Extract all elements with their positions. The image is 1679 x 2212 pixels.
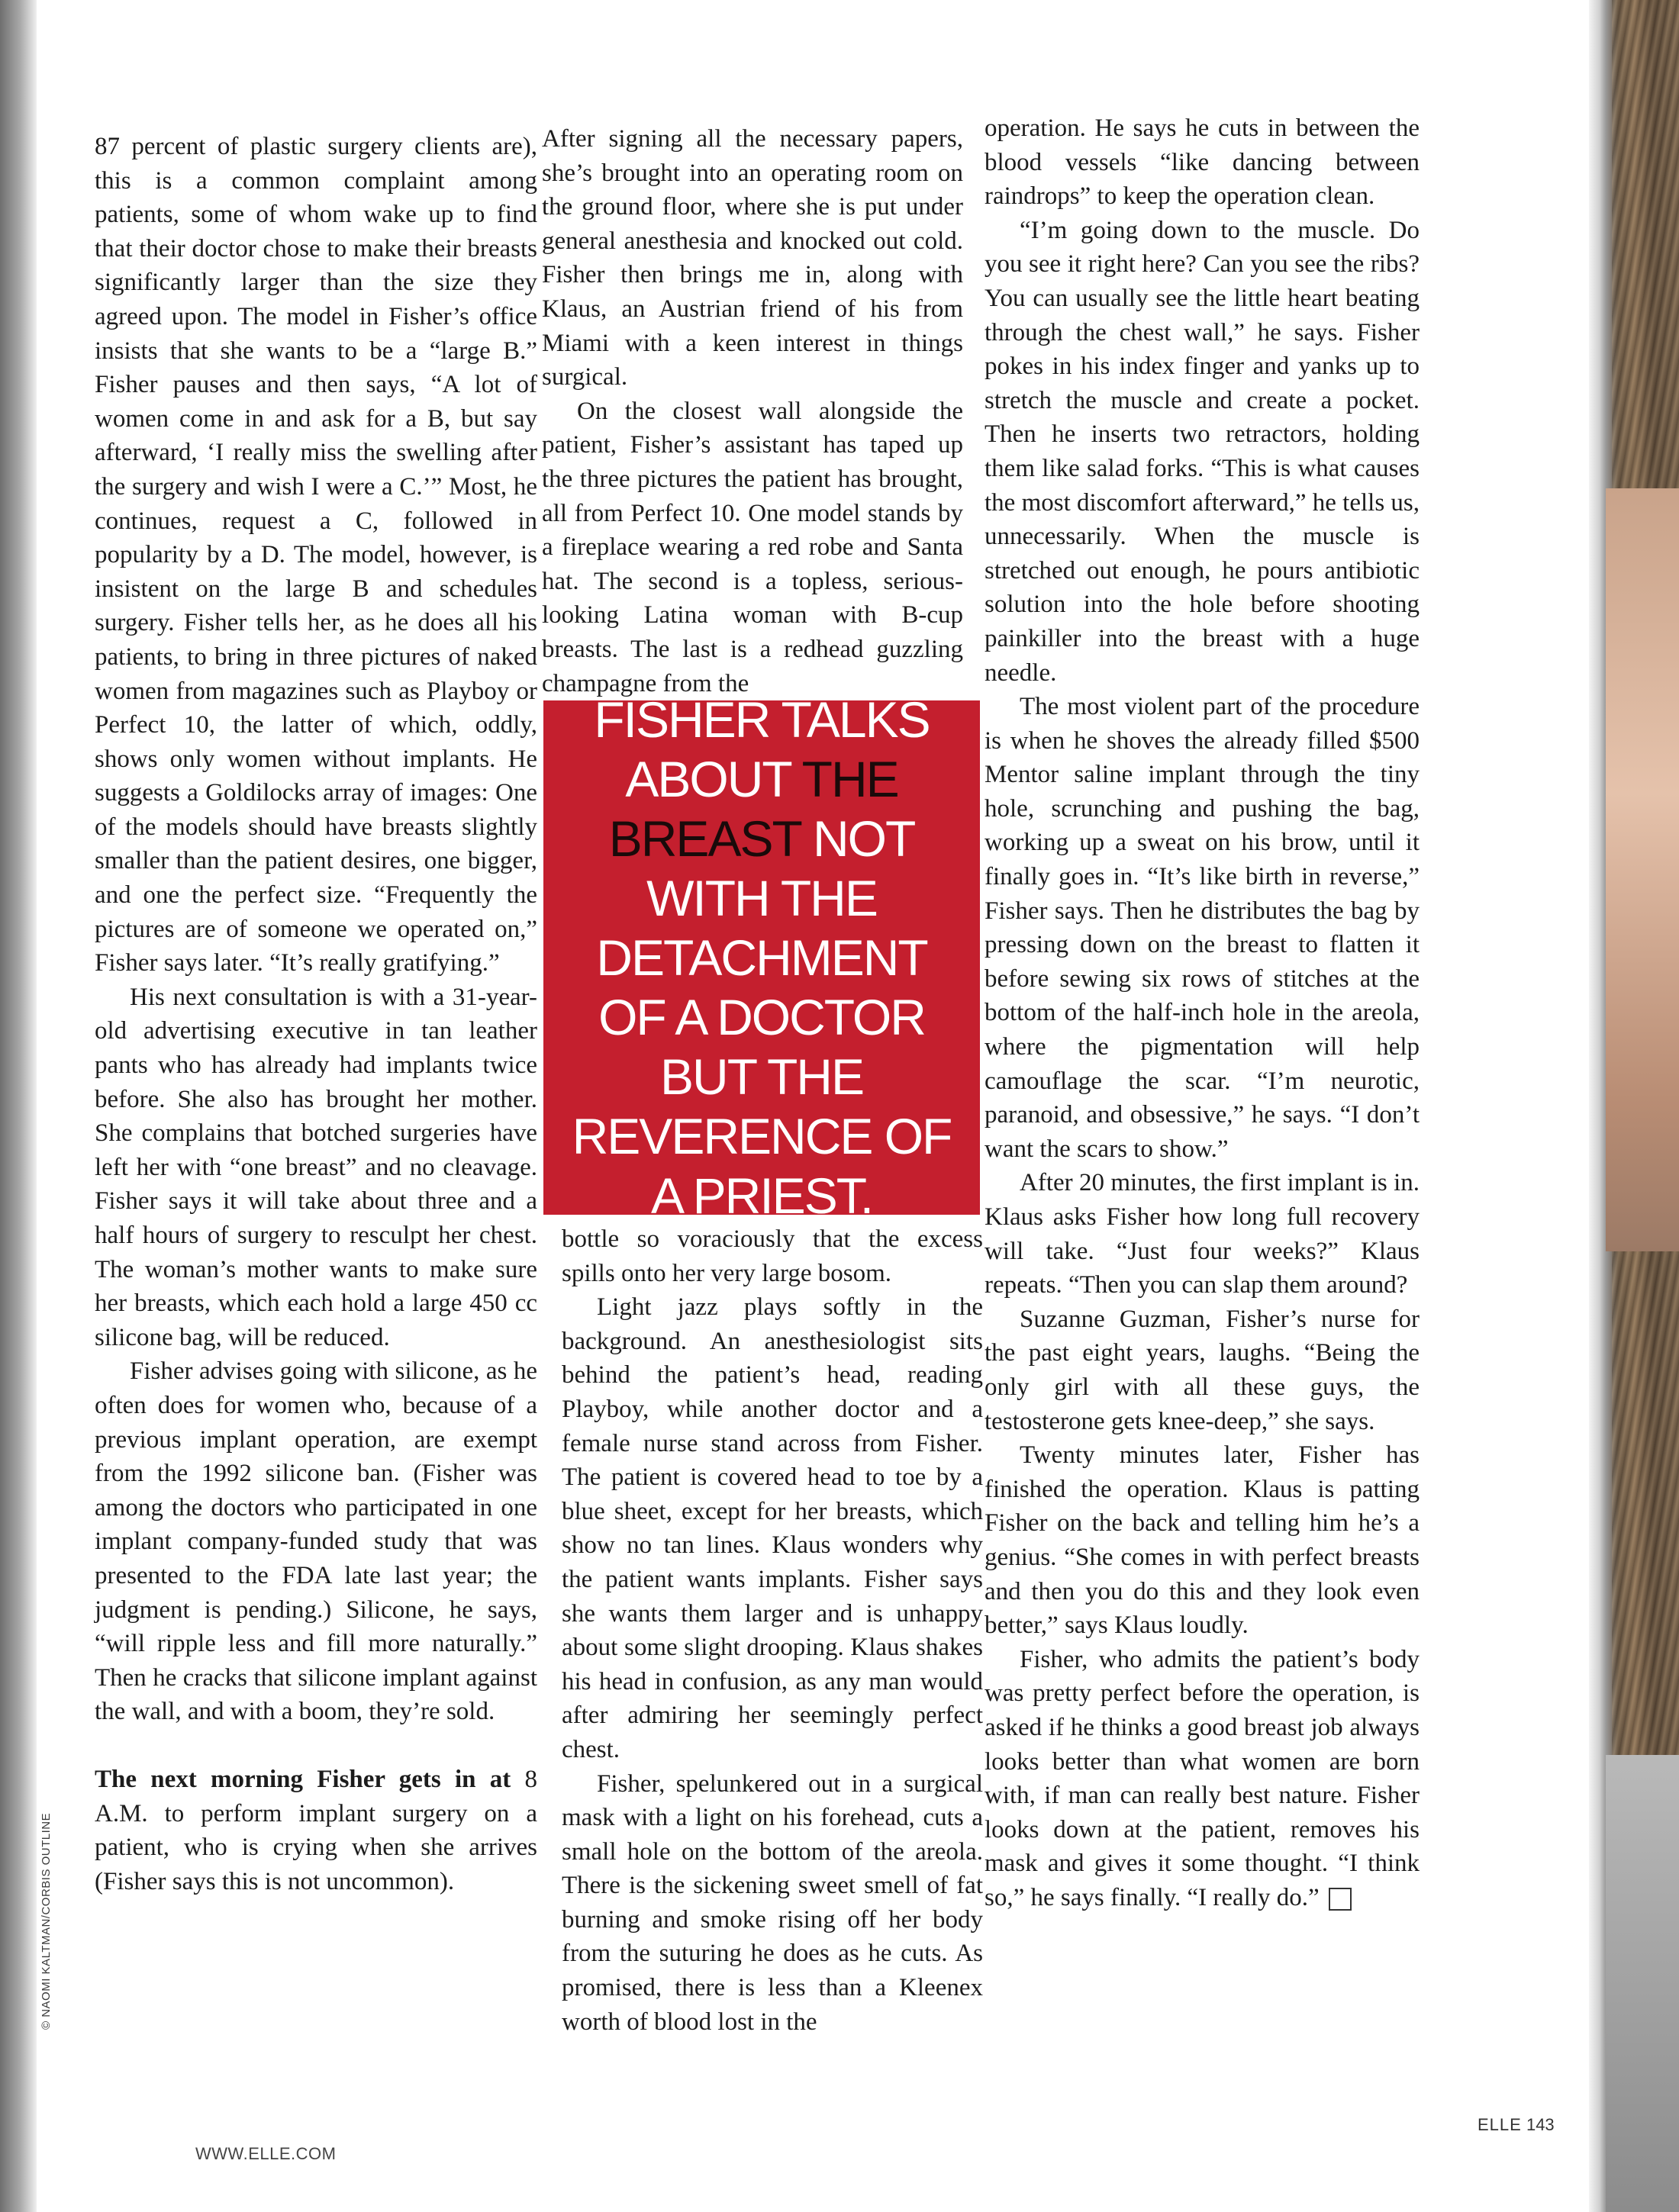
page-binding-shadow [0,0,37,2212]
paragraph: bottle so voraciously that the excess spills onto her very large bosom. [562,1225,983,1287]
paragraph: Fisher advises going with silicone, as he often does for women who, because of a previous implant operation, are exempt from the 1992 silicone ban. (Fisher was among the doctors who participated in one implant company-funded study that was presented to the FDA late last year; the judgment is pending.) Silicone, he says, “will ripple less and fill more naturally.” Then he cracks that silicone implant against the wall, and with a boom, they’re sold. [95,1357,537,1726]
paragraph: Suzanne Guzman, Fisher’s nurse for the past eight years, laughs. “Being the only girl with all these guys, the testosterone gets knee-deep,” she says. [985,1305,1420,1435]
final-paragraph-text: Fisher, who admits the patient’s body was pretty perfect before the operation, is asked if he thinks a good breast job always looks better than what women are born with, if man can really best nature. Fisher looks down at the patient, removes his mask and gives it some thought. “I think so,” he says finally. “I really do.” [985,1645,1420,1911]
end-of-article-icon [1329,1888,1352,1911]
paragraph: The most violent part of the procedure is when he shoves the already filled $500 Mentor saline implant through the tiny hole, scrunching and pushing the bag, working up a sweat on his brow, until it finally goes in. “It’s like birth in reverse,” Fisher says. Then he distributes the bag by pressing down on the breast to flatten it before sewing six rows of stitches at the bottom of the half-inch hole in the areola, where the pigmentation will help camouflage the scar. “I’m neurotic, paranoid, and obsessive,” he says. “I don’t want the scars to show.” [985,693,1420,1163]
paragraph: “I’m going down to the muscle. Do you see it right here? Can you see the ribs? You can usually see the little heart beating through the chest wall,” he says. Fisher pokes in his index finger and yanks up to stretch the muscle and create a pocket. Then he inserts two retractors, holding them like salad forks. “This is what causes the most discomfort afterward,” he tells us, unnecessarily. When the muscle is stretched out enough, he pours antibiotic solution into the hole before shooting painkiller into the breast with a huge needle. [985,216,1420,687]
footer-url: WWW.ELLE.COM [195,2144,337,2163]
pull-quote-before: FISHER TALKS ABOUT [594,691,930,807]
paragraph: Light jazz plays softly in the background. An anesthesiologist sits behind the patient’s head, reading Playboy, while another doctor and a female nurse stand across from Fisher. The patient is covered head to toe by a blue sheet, except for her breasts, which show no tan lines. Klaus wonders why the patient wants implants. Fisher says she wants them larger and is unhappy about some slight drooping. Klaus shakes his head in confusion, as any man would after admiring her seemingly perfect chest. [562,1293,983,1763]
pull-quote-after: NOT WITH THE DETACHMENT OF A DOCTOR BUT THE REVERENCE OF A PRIEST. [572,810,952,1224]
article-column-3 [985,111,1420,1914]
paragraph: 87 percent of plastic surgery clients are), this is a common complaint among patients, some of whom wake up to find that their doctor chose to make their breasts significantly larger than the size they agreed upon. The model in Fisher’s office insists that she wants to be a “large B.” Fisher pauses and then says, “A lot of women come in and ask for a B, but say afterward, ‘I really miss the swelling after the surgery and wish I were a C.’” Most, he continues, request a C, followed in popularity by a D. The model, however, is insistent on the large B and schedules surgery. Fisher tells her, as he does all his patients, to bring in three pictures of naked women from magazines such as Playboy or Perfect 10, the latter of which, oddly, shows only women without implants. He suggests a Goldilocks array of images: One of the models should have breasts slightly smaller than the patient desires, one bigger, and one the perfect size. “Frequently the pictures are of someone we operated on,” Fisher says later. “It’s really gratifying.” [95,133,537,977]
paragraph [985,1643,1420,1915]
article-column-2-bottom [562,1222,983,2039]
paragraph: Twenty minutes later, Fisher has finished the operation. Klaus is patting Fisher on the back and telling him he’s a genius. “She comes in with perfect breasts and then you do this and they look even better,” says Klaus loudly. [985,1441,1420,1640]
paragraph: After 20 minutes, the first implant is in. Klaus asks Fisher how long full recovery will take. “Just four weeks?” Klaus repeats. “Then you can slap them around? [985,1169,1420,1299]
page-number: 143 [1526,2115,1555,2134]
facing-photo-strip [1606,488,1679,1251]
section-lead-paragraph [95,1763,537,1898]
paragraph: His next consultation is with a 31-year-old advertising executive in tan leather pants who has already had implants twice before. She also has brought her mother. She complains that botched surgeries have left her with “one breast” and no cleavage. Fisher says it will take about three and a half hours of surgery to resculpt her chest. The woman’s mother wants to make sure her breasts, which each hold a large 450 cc silicone bag, will be reduced. [95,983,537,1351]
photo-credit: © NAOMI KALTMAN/CORBIS OUTLINE [40,1812,53,2030]
page-folio [1478,2115,1555,2135]
facing-page-edge [1589,0,1679,2212]
pull-quote [543,691,980,1224]
section-lead-in: The next morning Fisher gets in at [95,1765,511,1793]
pull-quote-highlight: THE BREAST [608,751,898,867]
section-lead-rest: 8 A.M. to perform implant surgery on a patient, who is crying when she arrives (Fisher says this is not uncommon). [95,1765,537,1895]
pull-quote-text [563,690,960,1225]
article-column-1 [95,130,537,1898]
folio-brand: ELLE [1478,2115,1522,2134]
article-column-2-top [542,122,963,700]
paragraph: On the closest wall alongside the patient, Fisher’s assistant has taped up the three pictures the patient has brought, all from Perfect 10. One model stands by a fireplace wearing a red robe and Santa hat. The second is a topless, serious-looking Latina woman with B-cup breasts. The last is a redhead guzzling champagne from the [542,397,963,697]
paragraph: After signing all the necessary papers, she’s brought into an operating room on the ground floor, where she is put under general anesthesia and knocked out cold. Fisher then brings me in, along with Klaus, an Austrian friend of his from Miami with a keen interest in things surgical. [542,125,963,391]
paragraph: Fisher, spelunkered out in a surgical mask with a light on his forehead, cuts a small hole on the bottom of the areola. There is the sickening sweet smell of fat burning and smoke rising off her body from the suturing he does as he cuts. As promised, there is less than a Kleenex worth of blood lost in the [562,1769,983,2036]
facing-photo-chair [1606,1755,1679,2212]
paragraph: operation. He says he cuts in between the blood vessels “like dancing between raindrops” to keep the operation clean. [985,114,1420,211]
section-break [95,1729,537,1763]
